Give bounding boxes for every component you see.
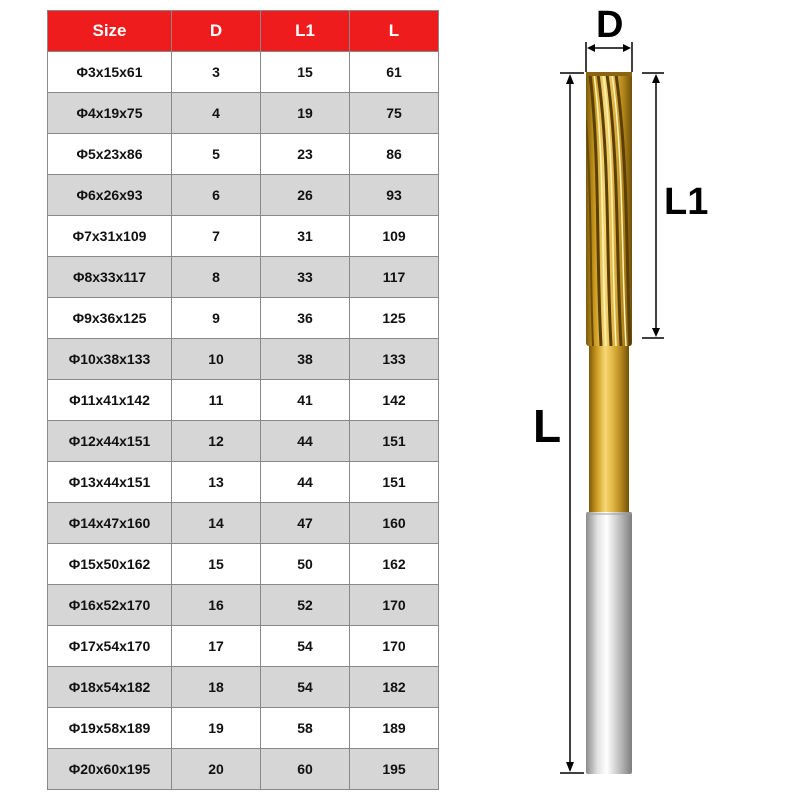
cell-d: 13 bbox=[172, 462, 261, 503]
cell-d: 9 bbox=[172, 298, 261, 339]
cell-size: Φ7x31x109 bbox=[48, 216, 172, 257]
cell-size: Φ16x52x170 bbox=[48, 585, 172, 626]
cell-l1: 15 bbox=[261, 52, 350, 93]
cell-size: Φ12x44x151 bbox=[48, 421, 172, 462]
cell-l: 170 bbox=[350, 585, 439, 626]
reamer-flutes bbox=[586, 74, 632, 346]
cell-size: Φ6x26x93 bbox=[48, 175, 172, 216]
cell-d: 16 bbox=[172, 585, 261, 626]
cell-l: 170 bbox=[350, 626, 439, 667]
cell-l: 109 bbox=[350, 216, 439, 257]
cell-l: 125 bbox=[350, 298, 439, 339]
cell-l1: 31 bbox=[261, 216, 350, 257]
cell-size: Φ3x15x61 bbox=[48, 52, 172, 93]
cell-size: Φ14x47x160 bbox=[48, 503, 172, 544]
cell-d: 3 bbox=[172, 52, 261, 93]
cell-l1: 19 bbox=[261, 93, 350, 134]
cell-l: 117 bbox=[350, 257, 439, 298]
cell-l1: 33 bbox=[261, 257, 350, 298]
reamer-neck bbox=[589, 330, 629, 516]
cell-size: Φ10x38x133 bbox=[48, 339, 172, 380]
cell-size: Φ9x36x125 bbox=[48, 298, 172, 339]
cell-d: 7 bbox=[172, 216, 261, 257]
cell-l: 61 bbox=[350, 52, 439, 93]
cell-l: 151 bbox=[350, 462, 439, 503]
cell-d: 14 bbox=[172, 503, 261, 544]
cell-size: Φ19x58x189 bbox=[48, 708, 172, 749]
dimension-d bbox=[586, 42, 632, 72]
header-l1: L1 bbox=[261, 11, 350, 52]
cell-d: 18 bbox=[172, 667, 261, 708]
label-l1: L1 bbox=[664, 181, 709, 223]
cell-d: 6 bbox=[172, 175, 261, 216]
cell-size: Φ8x33x117 bbox=[48, 257, 172, 298]
reamer-shank bbox=[586, 512, 632, 774]
dimension-l1 bbox=[642, 73, 664, 338]
header-l: L bbox=[350, 11, 439, 52]
cell-l1: 54 bbox=[261, 667, 350, 708]
cell-l1: 44 bbox=[261, 421, 350, 462]
cell-d: 10 bbox=[172, 339, 261, 380]
cell-l1: 38 bbox=[261, 339, 350, 380]
cell-l1: 47 bbox=[261, 503, 350, 544]
cell-d: 12 bbox=[172, 421, 261, 462]
cell-size: Φ20x60x195 bbox=[48, 749, 172, 790]
cell-d: 15 bbox=[172, 544, 261, 585]
cell-size: Φ13x44x151 bbox=[48, 462, 172, 503]
header-d: D bbox=[172, 11, 261, 52]
cell-size: Φ11x41x142 bbox=[48, 380, 172, 421]
cell-l: 195 bbox=[350, 749, 439, 790]
cell-l: 133 bbox=[350, 339, 439, 380]
cell-l: 151 bbox=[350, 421, 439, 462]
cell-d: 17 bbox=[172, 626, 261, 667]
cell-d: 5 bbox=[172, 134, 261, 175]
reamer-tool bbox=[586, 72, 632, 774]
cell-l: 189 bbox=[350, 708, 439, 749]
cell-l1: 54 bbox=[261, 626, 350, 667]
cell-l: 75 bbox=[350, 93, 439, 134]
cell-size: Φ15x50x162 bbox=[48, 544, 172, 585]
cell-l1: 44 bbox=[261, 462, 350, 503]
cell-d: 20 bbox=[172, 749, 261, 790]
cell-l1: 26 bbox=[261, 175, 350, 216]
cell-size: Φ17x54x170 bbox=[48, 626, 172, 667]
cell-l: 162 bbox=[350, 544, 439, 585]
cell-d: 19 bbox=[172, 708, 261, 749]
cell-l1: 41 bbox=[261, 380, 350, 421]
cell-l1: 50 bbox=[261, 544, 350, 585]
label-l: L bbox=[533, 400, 562, 452]
header-size: Size bbox=[48, 11, 172, 52]
cell-l: 93 bbox=[350, 175, 439, 216]
cell-l1: 23 bbox=[261, 134, 350, 175]
cell-l: 160 bbox=[350, 503, 439, 544]
cell-l1: 52 bbox=[261, 585, 350, 626]
label-d: D bbox=[596, 4, 624, 46]
cell-d: 8 bbox=[172, 257, 261, 298]
cell-size: Φ5x23x86 bbox=[48, 134, 172, 175]
cell-l: 86 bbox=[350, 134, 439, 175]
cell-l: 182 bbox=[350, 667, 439, 708]
cell-d: 4 bbox=[172, 93, 261, 134]
cell-d: 11 bbox=[172, 380, 261, 421]
dimension-l bbox=[560, 73, 584, 773]
cell-size: Φ4x19x75 bbox=[48, 93, 172, 134]
cell-l: 142 bbox=[350, 380, 439, 421]
cell-l1: 60 bbox=[261, 749, 350, 790]
cell-size: Φ18x54x182 bbox=[48, 667, 172, 708]
cell-l1: 58 bbox=[261, 708, 350, 749]
cell-l1: 36 bbox=[261, 298, 350, 339]
